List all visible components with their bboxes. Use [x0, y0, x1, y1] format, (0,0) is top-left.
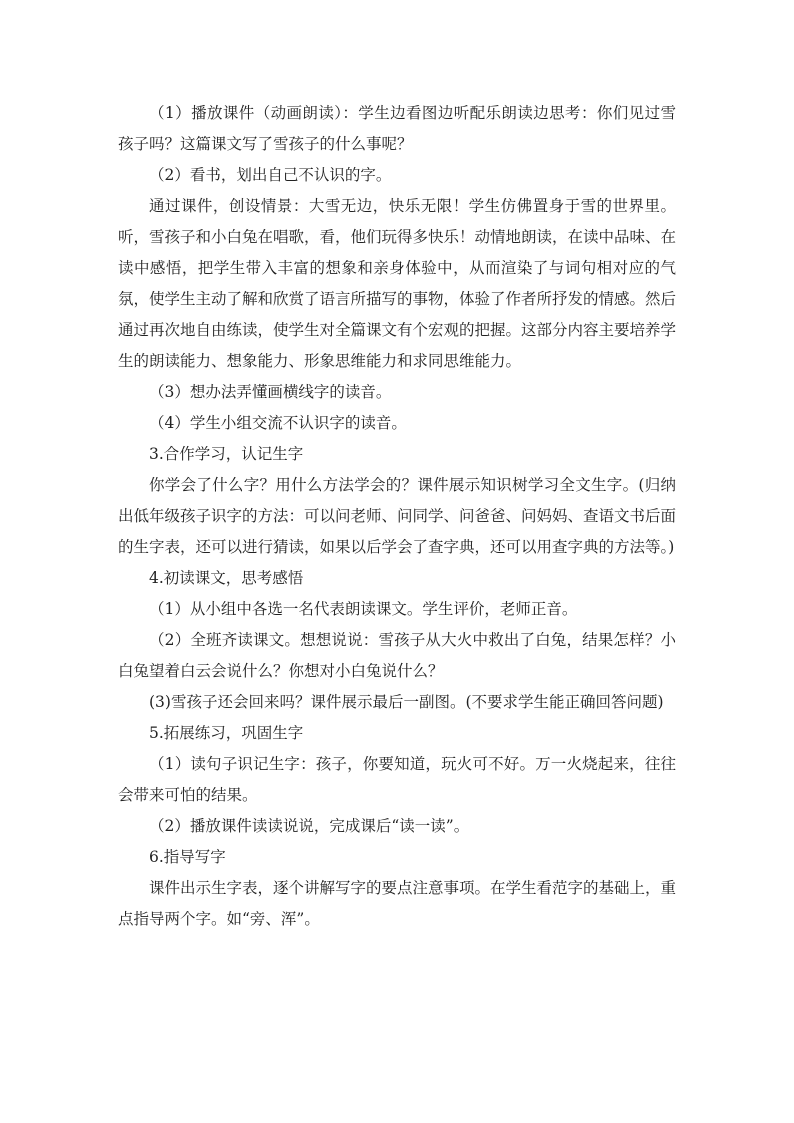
body-paragraph: （2）播放课件读读说说，完成课后“读一读”。 [149, 817, 470, 835]
body-paragraph: （2）全班齐读课文。想想说说：雪孩子从大火中救出了白兔，结果怎样？小白兔望着白云会说什么？你想对小白兔说什么？ [118, 631, 676, 680]
body-paragraph: 通过课件，创设情景：大雪无边，快乐无限！学生仿佛置身于雪的世界里。听，雪孩子和小白兔在唱歌，看，他们玩得多快乐！动情地朗读，在读中品味、在读中感悟，把学生带入丰富的想象和亲身体验中，从而渲染了与词句相对应的气氛，使学生主动了解和欣赏了语言所描写的事物，体验了作者所抒发的情感。然后通过再次地自由练读，使学生对全篇课文有个宏观的把握。这部分内容主要培养学生的朗读能力、想象能力、形象思维能力和求同思维能力。 [118, 197, 677, 370]
section-heading: 6.指导写字 [149, 848, 226, 866]
body-paragraph: （1）从小组中各选一名代表朗读课文。学生评价，老师正音。 [149, 600, 578, 618]
body-paragraph: （4）学生小组交流不认识字的读音。 [149, 414, 407, 432]
section-heading: 5.拓展练习，巩固生字 [149, 724, 304, 742]
body-paragraph: 你学会了什么字？用什么方法学会的？课件展示知识树学习全文生字。(归纳出低年级孩子识字的方法：可以问老师、问同学、问爸爸、问妈妈、查语文书后面的生字表，还可以进行猜读，如果以后学会了查字典，还可以用查字典的方法等。) [118, 476, 677, 556]
body-paragraph: 课件出示生字表，逐个讲解写字的要点注意事项。在学生看范字的基础上，重点指导两个字。如“旁、浑”。 [118, 879, 677, 928]
section-heading: 4.初读课文，思考感悟 [149, 569, 304, 587]
body-paragraph: (3)雪孩子还会回来吗？课件展示最后一副图。(不要求学生能正确回答问题) [149, 693, 664, 711]
body-paragraph: （1）读句子识记生字：孩子，你要知道，玩火可不好。万一火烧起来，往往会带来可怕的结果。 [118, 755, 676, 804]
section-heading: 3.合作学习，认记生字 [149, 445, 304, 463]
body-paragraph: （3）想办法弄懂画横线字的读音。 [149, 383, 392, 401]
body-paragraph: （2）看书，划出自己不认识的字。 [149, 166, 392, 184]
body-paragraph: （1）播放课件（动画朗读）：学生边看图边听配乐朗读边思考：你们见过雪孩子吗？这篇课文写了雪孩子的什么事呢？ [118, 104, 676, 153]
